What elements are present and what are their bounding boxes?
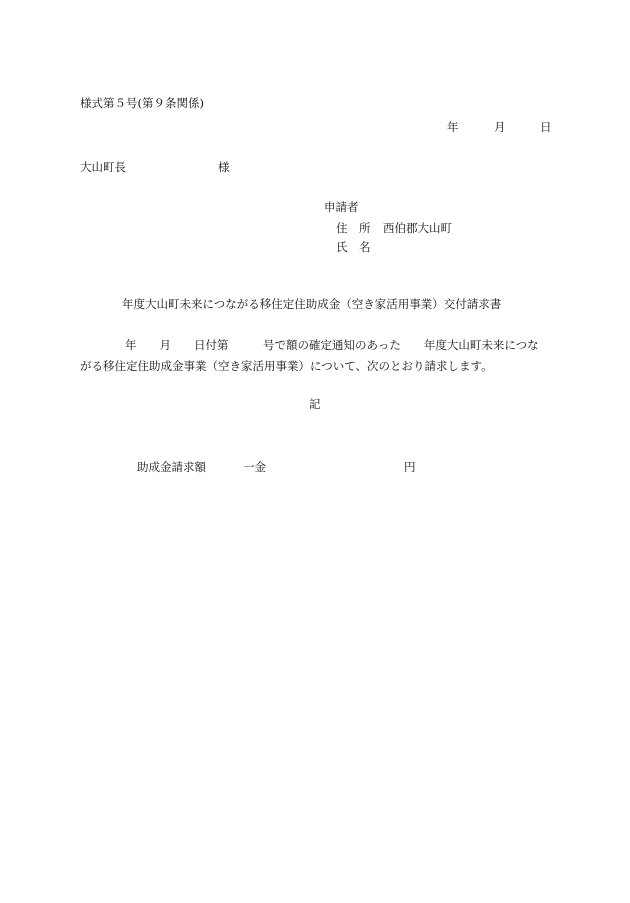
address-label: 住 所 xyxy=(336,221,371,235)
amount-prefix: 一金 xyxy=(243,460,266,474)
address-value: 西伯郡大山町 xyxy=(383,221,452,235)
date-day-label: 日 xyxy=(540,120,552,134)
name-label: 氏 名 xyxy=(336,240,371,254)
amount-label: 助成金請求額 xyxy=(137,460,206,474)
ki-heading: 記 xyxy=(309,397,321,411)
honorific: 様 xyxy=(218,160,230,174)
body-text-line-1: 年 月 日付第 号で額の確定通知のあった 年度大山町未来につな xyxy=(125,338,539,352)
amount-unit: 円 xyxy=(404,460,416,474)
date-month-label: 月 xyxy=(494,120,506,134)
addressee: 大山町長 xyxy=(80,160,126,174)
date-year-label: 年 xyxy=(447,120,459,134)
body-text-line-2: がる移住定住助成金事業（空き家活用事業）について、次のとおり請求します。 xyxy=(80,359,493,373)
applicant-heading: 申請者 xyxy=(324,200,359,214)
document-title: 年度大山町未来につながる移住定住助成金（空き家活用事業）交付請求書 xyxy=(122,297,502,311)
form-number: 様式第５号(第９条関係) xyxy=(80,96,204,110)
